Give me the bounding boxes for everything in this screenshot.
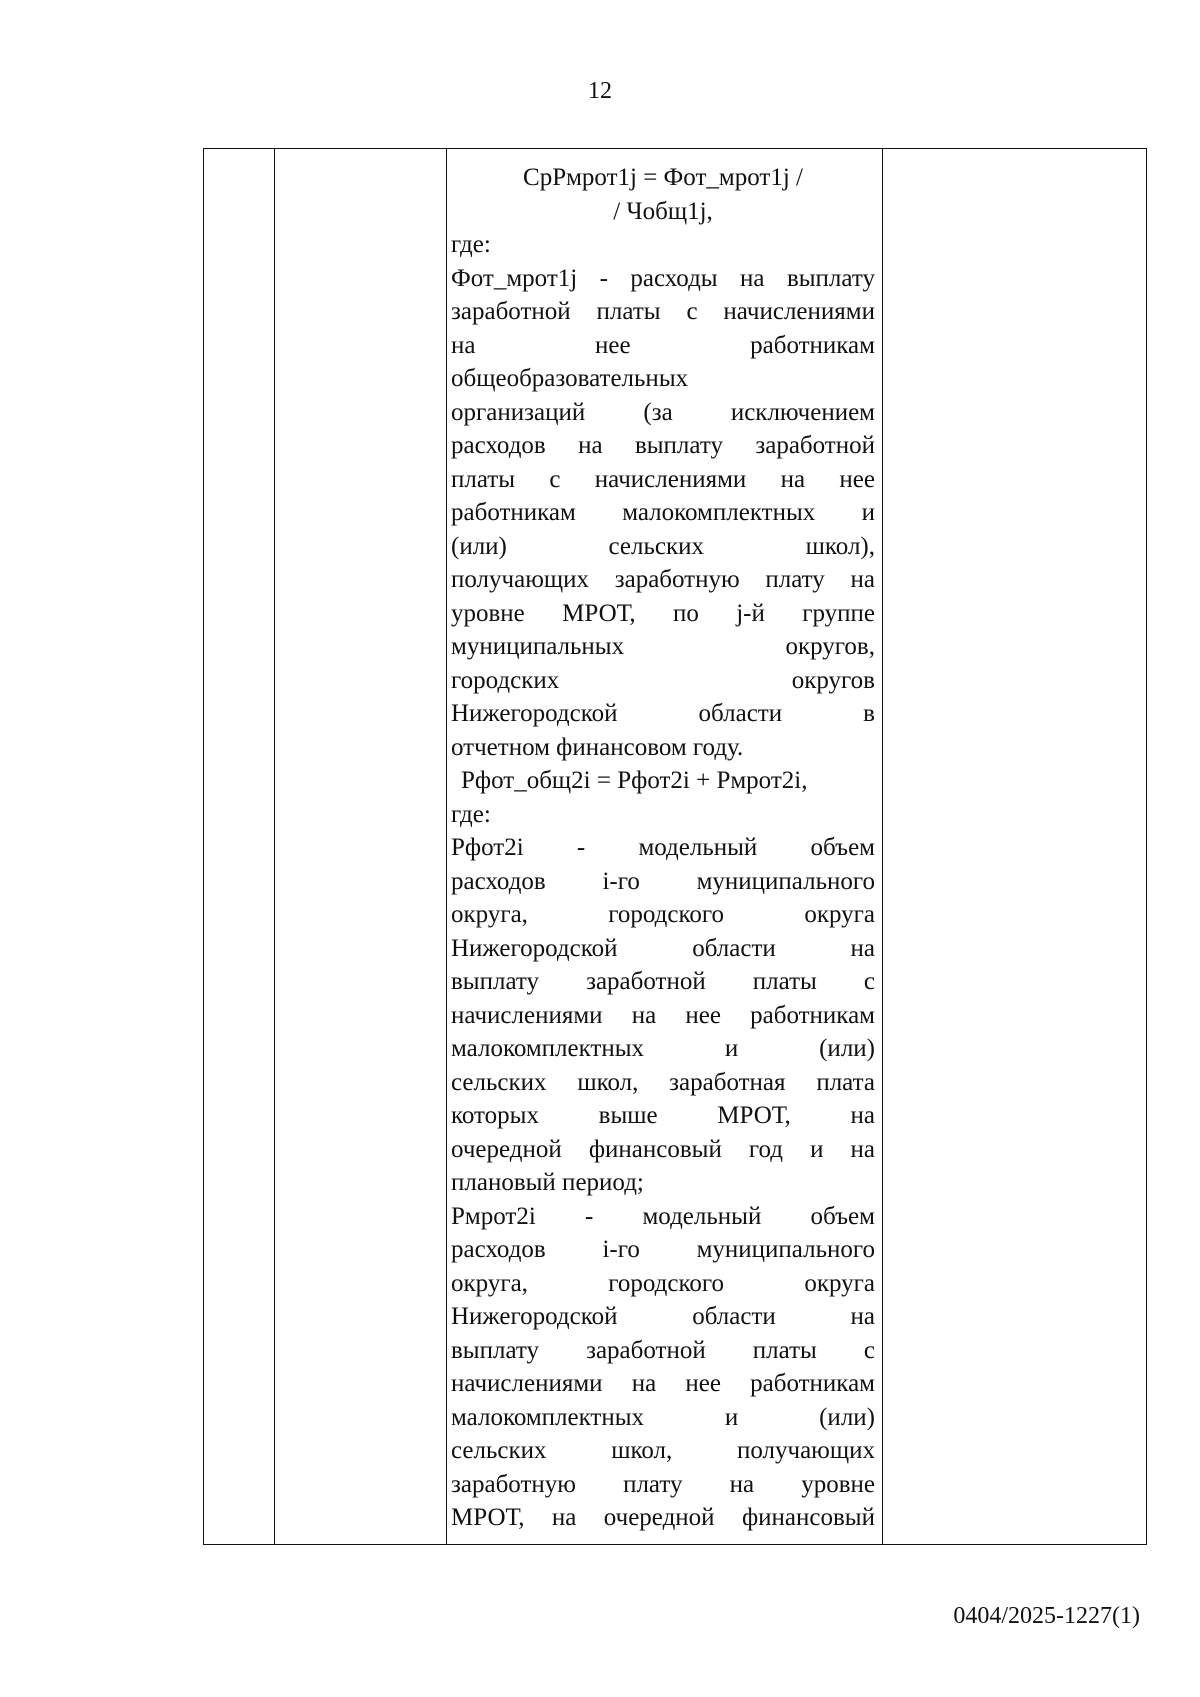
cell-line: [451, 932, 875, 966]
document-table: [203, 148, 1147, 1545]
cell-word: нее: [685, 1001, 721, 1029]
cell-word: расходов: [451, 432, 546, 459]
cell-word: очередной: [451, 1135, 562, 1163]
cell-word: заработную: [614, 566, 740, 593]
cell-word: уровне: [451, 599, 525, 627]
cell-word: сельских: [451, 1068, 547, 1096]
cell-word: группе: [802, 599, 875, 627]
cell-word: i-го: [602, 867, 640, 895]
cell-word: области: [692, 934, 776, 962]
cell-word: сельских: [451, 1437, 547, 1464]
cell-line: [451, 1334, 875, 1368]
cell-word: получающих: [451, 566, 590, 593]
cell-word: плата: [816, 1068, 875, 1096]
cell-line: [451, 496, 875, 530]
cell-line: [451, 295, 875, 329]
cell-word: нее: [839, 465, 875, 493]
cell-word: Рмрот2i: [451, 1202, 536, 1230]
cell-line: [451, 1099, 875, 1133]
cell-line: [451, 898, 875, 932]
cell-word: на: [850, 934, 875, 962]
cell-line: плановый период;: [451, 1169, 644, 1196]
cell-word: области: [698, 700, 783, 727]
cell-word: расходов: [451, 867, 546, 895]
cell-word: начислениями: [723, 298, 875, 325]
cell-line: [451, 1468, 875, 1502]
cell-word: i-го: [602, 1236, 640, 1263]
cell-line: [451, 597, 875, 631]
cell-line: общеобразовательных: [451, 365, 689, 392]
cell-word: округов,: [785, 633, 875, 660]
cell-line: [451, 999, 875, 1033]
cell-word: округа: [804, 1269, 875, 1297]
cell-word: нее: [685, 1370, 721, 1397]
cell-word: муниципального: [696, 1236, 875, 1263]
cell-word: округа,: [451, 1269, 528, 1297]
cell-word: МРОТ,: [562, 599, 636, 627]
column-divider-3: [882, 149, 883, 1544]
cell-line: [451, 1501, 875, 1535]
cell-word: заработной: [586, 968, 706, 995]
cell-word: выплату: [634, 432, 723, 459]
cell-word: малокомплектных: [622, 499, 816, 526]
cell-word: школ,: [577, 1068, 639, 1096]
cell-word: на: [740, 264, 765, 292]
cell-line: [451, 1300, 875, 1334]
cell-line: [451, 630, 875, 664]
cell-line: где:: [451, 800, 491, 828]
cell-word: округов: [791, 666, 875, 694]
cell-word: на: [551, 1504, 577, 1531]
cell-line: отчетном финансовом году.: [451, 733, 744, 761]
cell-word: объем: [810, 834, 875, 861]
formula-description-cell: [451, 161, 875, 1535]
cell-word: уровне: [801, 1470, 875, 1498]
cell-word: (за: [643, 398, 673, 426]
cell-word: округа,: [451, 901, 528, 928]
cell-word: и: [724, 1403, 739, 1431]
cell-word: которых: [451, 1102, 539, 1129]
cell-word: -: [576, 834, 586, 861]
cell-word: и: [724, 1035, 739, 1062]
cell-line: [451, 1032, 875, 1066]
cell-word: очередной: [603, 1504, 715, 1531]
cell-word: исключением: [730, 398, 875, 426]
cell-word: начислениями: [594, 465, 747, 493]
cell-word: финансовый: [741, 1504, 875, 1531]
cell-word: платы: [451, 465, 516, 493]
cell-line: [451, 1401, 875, 1435]
cell-line: [451, 1267, 875, 1301]
cell-word: на: [729, 1470, 755, 1498]
cell-word: с: [863, 1336, 875, 1364]
cell-line: [451, 262, 875, 296]
cell-line: [451, 429, 875, 463]
cell-word: малокомплектных: [451, 1403, 645, 1431]
cell-word: на: [631, 1370, 657, 1397]
cell-word: МРОТ,: [451, 1504, 525, 1531]
cell-line: [451, 396, 875, 430]
cell-word: плату: [765, 566, 825, 593]
cell-word: выше: [598, 1102, 658, 1129]
cell-word: нее: [595, 331, 631, 359]
cell-word: Нижегородской: [451, 934, 618, 962]
cell-word: платы: [752, 1336, 817, 1364]
cell-word: расходы: [630, 264, 718, 292]
cell-word: плату: [623, 1470, 683, 1498]
cell-word: выплату: [451, 968, 540, 995]
column-divider-1: [274, 149, 275, 1544]
cell-word: модельный: [638, 834, 758, 861]
cell-word: Рфот2i: [451, 834, 524, 861]
cell-word: расходов: [451, 1236, 546, 1263]
cell-line: [451, 563, 875, 597]
cell-word: городского: [608, 1269, 724, 1297]
cell-word: на: [850, 1135, 875, 1163]
cell-word: школ,: [611, 1437, 673, 1464]
cell-line: СрРмрот1j = Фот_мрот1j /: [523, 164, 803, 191]
cell-word: выплату: [451, 1336, 540, 1364]
cell-line: / Чобщ1j,: [613, 197, 713, 225]
cell-word: выплату: [786, 264, 875, 292]
cell-word: финансовый: [588, 1135, 722, 1163]
cell-word: городских: [451, 666, 560, 694]
cell-word: начислениями: [451, 1370, 603, 1397]
cell-word: (или): [819, 1035, 875, 1062]
cell-word: на: [850, 1303, 875, 1330]
cell-word: на: [451, 331, 476, 359]
cell-word: области: [692, 1303, 776, 1330]
cell-word: на: [578, 432, 603, 459]
cell-word: школ),: [805, 532, 875, 560]
cell-word: заработной: [755, 432, 875, 459]
cell-word: по: [672, 599, 699, 627]
cell-word: на: [631, 1001, 657, 1029]
cell-line: Рфот_общ2i = Рфот2i + Рмрот2i,: [461, 767, 808, 794]
cell-word: на: [850, 1102, 875, 1129]
cell-word: малокомплектных: [451, 1035, 645, 1062]
cell-word: заработной: [586, 1336, 706, 1364]
cell-word: Нижегородской: [451, 700, 618, 727]
cell-line: [451, 530, 875, 564]
cell-word: с: [863, 968, 875, 995]
cell-word: на: [780, 465, 806, 493]
cell-word: Нижегородской: [451, 1303, 618, 1330]
cell-line: [451, 1233, 875, 1267]
cell-word: модельный: [642, 1202, 762, 1230]
cell-line: [451, 1434, 875, 1468]
cell-word: МРОТ,: [717, 1102, 791, 1129]
cell-word: работникам: [451, 499, 576, 526]
cell-word: год: [748, 1135, 784, 1163]
page-number: 12: [588, 78, 612, 104]
cell-word: (или): [451, 532, 507, 560]
cell-line: [451, 697, 875, 731]
cell-word: и: [810, 1135, 824, 1163]
cell-word: округа: [804, 901, 875, 928]
cell-word: и: [861, 499, 875, 526]
cell-word: заработной: [451, 298, 571, 325]
cell-word: муниципального: [696, 867, 875, 895]
cell-word: Фот_мрот1j: [451, 264, 578, 292]
document-code: 0404/2025-1227(1): [953, 1603, 1140, 1629]
cell-line: [451, 831, 875, 865]
cell-word: городского: [608, 901, 724, 928]
cell-word: работникам: [750, 1001, 875, 1029]
cell-word: с: [686, 298, 698, 325]
cell-word: получающих: [736, 1437, 875, 1464]
cell-word: -: [599, 264, 608, 292]
cell-line: [451, 329, 875, 363]
cell-word: работникам: [750, 1370, 875, 1397]
cell-word: j-й: [736, 599, 765, 627]
column-divider-2: [446, 149, 447, 1544]
cell-word: -: [584, 1202, 594, 1230]
cell-word: заработная: [669, 1068, 786, 1096]
cell-word: в: [863, 700, 875, 727]
cell-word: (или): [819, 1403, 875, 1431]
cell-word: начислениями: [451, 1001, 603, 1029]
cell-line: [451, 865, 875, 899]
cell-word: сельских: [608, 532, 705, 560]
cell-line: [451, 1200, 875, 1234]
cell-line: [451, 1133, 875, 1167]
cell-line: [451, 463, 875, 497]
cell-word: муниципальных: [451, 633, 625, 660]
cell-word: платы: [752, 968, 817, 995]
cell-word: заработную: [451, 1470, 576, 1498]
cell-line: [451, 1367, 875, 1401]
cell-word: платы: [596, 298, 661, 325]
cell-word: с: [549, 465, 561, 493]
cell-line: [451, 1066, 875, 1100]
cell-word: на: [850, 566, 875, 593]
cell-line: где:: [451, 231, 491, 258]
cell-word: организаций: [451, 398, 586, 426]
cell-line: [451, 664, 875, 698]
cell-word: объем: [810, 1202, 875, 1230]
cell-word: работникам: [750, 331, 875, 359]
cell-line: [451, 965, 875, 999]
